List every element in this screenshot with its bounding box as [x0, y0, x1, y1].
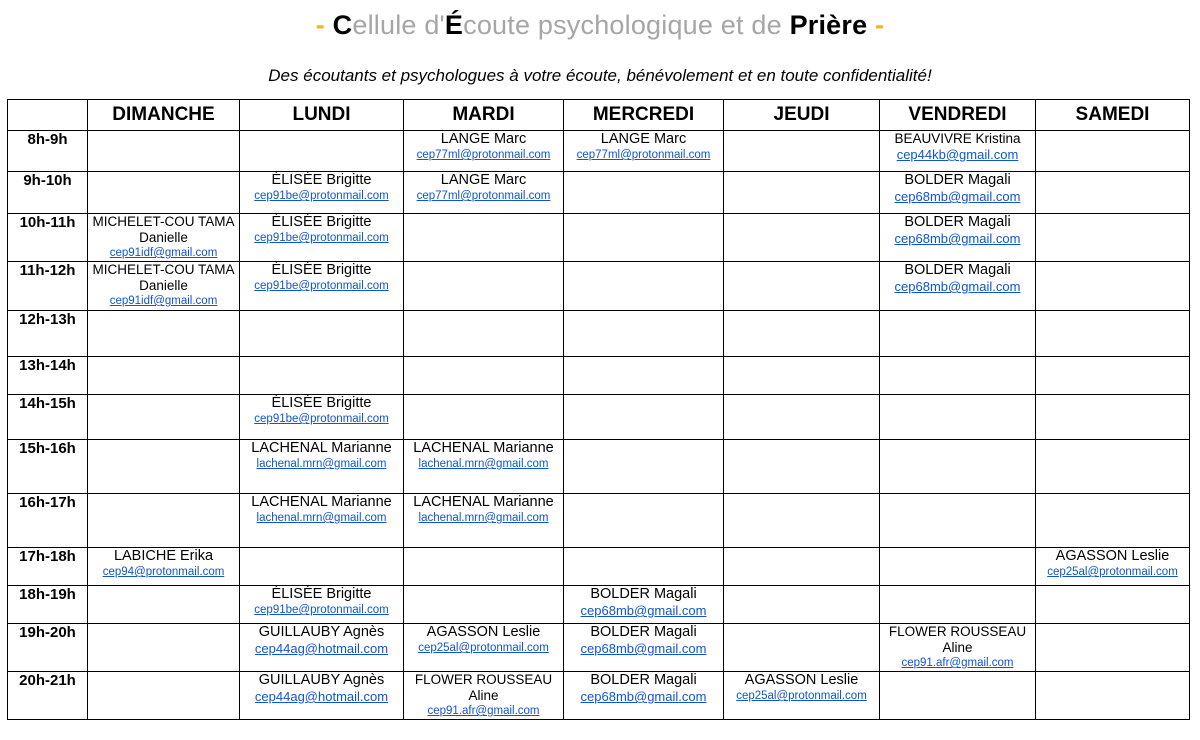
listener-email-link[interactable]: cep25al@protonmail.com: [418, 642, 549, 654]
schedule-cell: [240, 440, 404, 494]
schedule-table: [7, 99, 1190, 720]
listener-name: BEAUVIVRE Kristina: [894, 131, 1021, 146]
schedule-cell: [880, 262, 1036, 311]
title-part: C: [332, 10, 353, 40]
document-subtitle: Des écoutants et psychologues à votre écoute, bénévolement et en toute confidentialité!: [268, 66, 932, 85]
schedule-cell-empty: [880, 395, 1036, 440]
schedule-cell: [404, 672, 564, 720]
time-slot: 8h-9h: [8, 131, 88, 172]
schedule-cell-empty: [1036, 494, 1190, 548]
schedule-cell: [240, 624, 404, 672]
schedule-cell-empty: [404, 548, 564, 586]
schedule-cell-empty: [404, 357, 564, 395]
day-header: SAMEDI: [1036, 100, 1190, 131]
schedule-cell-empty: [240, 357, 404, 395]
schedule-cell: [404, 172, 564, 214]
listener-email-link[interactable]: cep91be@protonmail.com: [254, 604, 389, 616]
day-header: MERCREDI: [564, 100, 724, 131]
schedule-cell-empty: [88, 395, 240, 440]
header-corner: [8, 100, 88, 131]
listener-email-link[interactable]: cep25al@protonmail.com: [1047, 566, 1178, 578]
listener-name: BOLDER Magali: [904, 172, 1011, 188]
listener-name: ÉLISÉE Brigitte: [271, 586, 372, 602]
day-header: VENDREDI: [880, 100, 1036, 131]
schedule-cell: [240, 395, 404, 440]
schedule-cell-empty: [724, 494, 880, 548]
schedule-row: [8, 357, 1190, 395]
schedule-cell-empty: [724, 131, 880, 172]
time-slot: 10h-11h: [8, 214, 88, 262]
schedule-cell: [880, 624, 1036, 672]
listener-name: LACHENAL Marianne: [413, 494, 554, 510]
schedule-cell: [240, 672, 404, 720]
title-part: coute psychologique et de: [463, 10, 790, 40]
schedule-cell-empty: [724, 311, 880, 357]
schedule-cell: [404, 440, 564, 494]
listener-name: GUILLAUBY Agnès: [258, 624, 385, 640]
schedule-row: [8, 624, 1190, 672]
time-slot: 20h-21h: [8, 672, 88, 720]
listener-name: MICHELET-COU TAMA Danielle: [92, 214, 235, 245]
schedule-cell-empty: [404, 214, 564, 262]
schedule-body: [8, 131, 1190, 720]
schedule-cell: [240, 586, 404, 624]
time-slot: 9h-10h: [8, 172, 88, 214]
listener-email-link[interactable]: cep91be@protonmail.com: [254, 190, 389, 202]
schedule-cell-empty: [240, 131, 404, 172]
schedule-row: [8, 311, 1190, 357]
schedule-cell-empty: [880, 586, 1036, 624]
time-slot: 12h-13h: [8, 311, 88, 357]
time-slot: 13h-14h: [8, 357, 88, 395]
schedule-cell-empty: [880, 357, 1036, 395]
listener-name: BOLDER Magali: [590, 624, 697, 640]
schedule-cell-empty: [1036, 172, 1190, 214]
schedule-row: [8, 214, 1190, 262]
schedule-cell-empty: [724, 214, 880, 262]
schedule-cell-empty: [564, 172, 724, 214]
listener-name: BOLDER Magali: [590, 586, 697, 602]
schedule-cell: [564, 586, 724, 624]
schedule-cell: [240, 172, 404, 214]
schedule-cell-empty: [88, 672, 240, 720]
schedule-cell-empty: [724, 548, 880, 586]
schedule-row: [8, 548, 1190, 586]
title-part: ellule d': [352, 10, 445, 40]
listener-name: AGASSON Leslie: [744, 672, 859, 688]
listener-email-link[interactable]: cep91.afr@gmail.com: [901, 657, 1014, 669]
schedule-cell-empty: [564, 357, 724, 395]
listener-name: AGASSON Leslie: [426, 624, 541, 640]
listener-name: BOLDER Magali: [904, 262, 1011, 278]
listener-email-link[interactable]: cep91be@protonmail.com: [254, 280, 389, 292]
schedule-cell-empty: [1036, 311, 1190, 357]
schedule-row: [8, 494, 1190, 548]
schedule-cell: [564, 624, 724, 672]
listener-name: BOLDER Magali: [590, 672, 697, 688]
schedule-cell-empty: [564, 262, 724, 311]
time-slot: 11h-12h: [8, 262, 88, 311]
listener-name: ÉLISÉE Brigitte: [271, 172, 372, 188]
listener-name: LANGE Marc: [600, 131, 687, 147]
schedule-cell-empty: [724, 357, 880, 395]
listener-email-link[interactable]: cep91idf@gmail.com: [109, 295, 218, 307]
schedule-cell-empty: [88, 131, 240, 172]
title-part: É: [444, 10, 464, 40]
schedule-row: [8, 131, 1190, 172]
listener-name: GUILLAUBY Agnès: [258, 672, 385, 688]
schedule-cell-empty: [88, 586, 240, 624]
schedule-cell-empty: [1036, 624, 1190, 672]
schedule-cell: [404, 624, 564, 672]
listener-email-link[interactable]: cep68mb@gmail.com: [580, 641, 707, 656]
schedule-cell-empty: [1036, 586, 1190, 624]
schedule-cell-empty: [88, 311, 240, 357]
schedule-row: [8, 395, 1190, 440]
schedule-cell-empty: [564, 548, 724, 586]
schedule-cell-empty: [880, 672, 1036, 720]
schedule-cell: [88, 548, 240, 586]
listener-name: ÉLISÉE Brigitte: [271, 214, 372, 230]
listener-name: LANGE Marc: [440, 131, 527, 147]
schedule-cell-empty: [88, 494, 240, 548]
schedule-row: [8, 262, 1190, 311]
listener-name: ÉLISÉE Brigitte: [271, 262, 372, 278]
listener-name: LABICHE Erika: [113, 548, 214, 564]
title-part: Prière: [789, 10, 868, 40]
schedule-cell-empty: [564, 395, 724, 440]
title-dash-right: -: [875, 10, 885, 40]
time-slot: 17h-18h: [8, 548, 88, 586]
schedule-cell: [724, 672, 880, 720]
schedule-cell: [240, 214, 404, 262]
time-slot: 18h-19h: [8, 586, 88, 624]
schedule-cell-empty: [564, 214, 724, 262]
time-slot: 14h-15h: [8, 395, 88, 440]
listener-email-link[interactable]: cep68mb@gmail.com: [580, 689, 707, 704]
listener-name: BOLDER Magali: [904, 214, 1011, 230]
document-title: [0, 10, 1200, 41]
listener-name: FLOWER ROUSSEAU Aline: [414, 672, 553, 703]
schedule-cell: [88, 262, 240, 311]
schedule-cell-empty: [880, 311, 1036, 357]
schedule-cell-empty: [404, 395, 564, 440]
listener-name: MICHELET-COU TAMA Danielle: [92, 262, 235, 293]
listener-email-link[interactable]: cep94@protonmail.com: [102, 566, 225, 578]
schedule-cell-empty: [240, 548, 404, 586]
schedule-cell-empty: [880, 494, 1036, 548]
listener-email-link[interactable]: cep68mb@gmail.com: [894, 279, 1021, 294]
day-header: JEUDI: [724, 100, 880, 131]
title-dash-left: -: [315, 10, 325, 40]
listener-email-link[interactable]: cep91.afr@gmail.com: [427, 705, 540, 717]
schedule-cell-empty: [1036, 672, 1190, 720]
schedule-cell: [88, 214, 240, 262]
listener-email-link[interactable]: cep44ag@hotmail.com: [254, 641, 389, 656]
listener-email-link[interactable]: cep44ag@hotmail.com: [254, 689, 389, 704]
schedule-cell: [880, 214, 1036, 262]
listener-name: LACHENAL Marianne: [413, 440, 554, 456]
listener-email-link[interactable]: cep25al@protonmail.com: [736, 690, 867, 702]
schedule-cell-empty: [880, 440, 1036, 494]
listener-email-link[interactable]: cep77ml@protonmail.com: [416, 149, 551, 161]
schedule-cell-empty: [88, 357, 240, 395]
listener-name: FLOWER ROUSSEAU Aline: [888, 624, 1027, 655]
schedule-row: [8, 672, 1190, 720]
schedule-cell-empty: [88, 624, 240, 672]
listener-email-link[interactable]: cep91be@protonmail.com: [254, 232, 389, 244]
schedule-cell: [1036, 548, 1190, 586]
listener-email-link[interactable]: cep44kb@gmail.com: [896, 147, 1019, 162]
listener-email-link[interactable]: lachenal.mrn@gmail.com: [256, 512, 387, 524]
listener-name: LACHENAL Marianne: [251, 440, 392, 456]
listener-name: LACHENAL Marianne: [251, 494, 392, 510]
schedule-cell-empty: [724, 172, 880, 214]
listener-email-link[interactable]: lachenal.mrn@gmail.com: [418, 512, 549, 524]
schedule-cell: [240, 494, 404, 548]
listener-name: AGASSON Leslie: [1055, 548, 1170, 564]
schedule-cell-empty: [724, 395, 880, 440]
schedule-row: [8, 172, 1190, 214]
schedule-cell-empty: [1036, 214, 1190, 262]
schedule-cell-empty: [1036, 357, 1190, 395]
listener-name: LANGE Marc: [440, 172, 527, 188]
schedule-cell-empty: [240, 311, 404, 357]
listener-email-link[interactable]: cep91idf@gmail.com: [109, 247, 218, 259]
schedule-cell-empty: [724, 440, 880, 494]
listener-email-link[interactable]: lachenal.mrn@gmail.com: [418, 458, 549, 470]
schedule-cell-empty: [1036, 440, 1190, 494]
schedule-cell-empty: [88, 440, 240, 494]
schedule-cell: [564, 672, 724, 720]
listener-email-link[interactable]: cep68mb@gmail.com: [894, 231, 1021, 246]
listener-email-link[interactable]: cep77ml@protonmail.com: [576, 149, 711, 161]
header-row: [8, 100, 1190, 131]
time-slot: 16h-17h: [8, 494, 88, 548]
schedule-cell: [404, 494, 564, 548]
day-header: MARDI: [404, 100, 564, 131]
listener-email-link[interactable]: cep68mb@gmail.com: [894, 189, 1021, 204]
schedule-cell-empty: [404, 586, 564, 624]
schedule-cell: [564, 131, 724, 172]
listener-email-link[interactable]: lachenal.mrn@gmail.com: [256, 458, 387, 470]
schedule-cell: [880, 172, 1036, 214]
schedule-cell-empty: [1036, 262, 1190, 311]
schedule-row: [8, 440, 1190, 494]
schedule-cell: [880, 131, 1036, 172]
schedule-cell-empty: [724, 262, 880, 311]
listener-name: ÉLISÉE Brigitte: [271, 395, 372, 411]
schedule-cell-empty: [564, 440, 724, 494]
day-header: LUNDI: [240, 100, 404, 131]
schedule-cell-empty: [724, 586, 880, 624]
schedule-cell-empty: [880, 548, 1036, 586]
schedule-cell-empty: [1036, 131, 1190, 172]
schedule-cell-empty: [1036, 395, 1190, 440]
schedule-cell: [240, 262, 404, 311]
schedule-cell-empty: [404, 311, 564, 357]
listener-email-link[interactable]: cep91be@protonmail.com: [254, 413, 389, 425]
listener-email-link[interactable]: cep68mb@gmail.com: [580, 603, 707, 618]
schedule-cell-empty: [564, 494, 724, 548]
schedule-cell: [404, 131, 564, 172]
schedule-cell-empty: [404, 262, 564, 311]
listener-email-link[interactable]: cep77ml@protonmail.com: [416, 190, 551, 202]
schedule-row: [8, 586, 1190, 624]
schedule-cell-empty: [88, 172, 240, 214]
schedule-cell-empty: [724, 624, 880, 672]
time-slot: 19h-20h: [8, 624, 88, 672]
schedule-cell-empty: [564, 311, 724, 357]
time-slot: 15h-16h: [8, 440, 88, 494]
day-header: DIMANCHE: [88, 100, 240, 131]
